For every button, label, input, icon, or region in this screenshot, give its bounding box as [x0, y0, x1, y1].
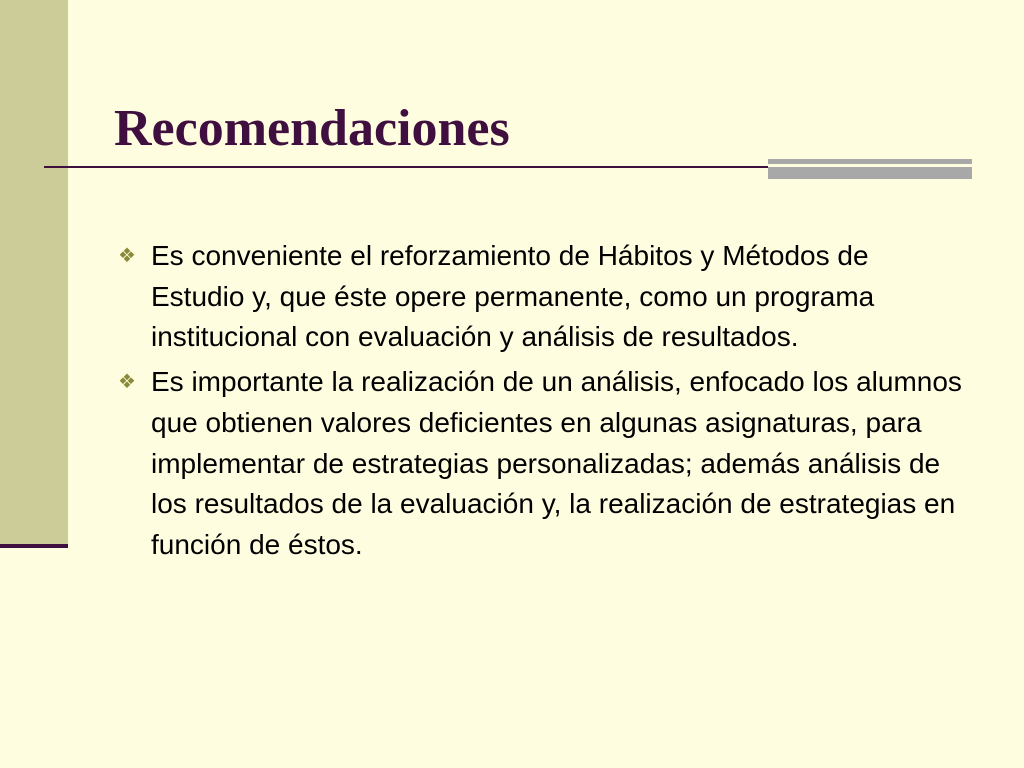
slide-title: Recomendaciones — [114, 100, 510, 157]
diamond-bullet-icon: ❖ — [118, 245, 136, 267]
title-decorative-bar — [768, 159, 972, 179]
diamond-bullet-icon: ❖ — [118, 371, 136, 394]
left-decorative-band — [0, 0, 68, 545]
bullet-list — [118, 236, 968, 570]
bullet-text: Es importante la realización de un análisis, enfocado los alumnos que obtienen valores deficientes en algunas asignaturas, para implementar de estrategias personalizadas; además análisis de los resultados de la evaluación y, la realización de estrategias en función de éstos. — [151, 366, 962, 560]
bullet-item — [118, 362, 968, 566]
left-accent-line — [0, 544, 68, 548]
bullet-text: Es conveniente el reforzamiento de Hábitos y Métodos de Estudio y, que éste opere permanente, como un programa institucional con evaluación y análisis de resultados. — [151, 240, 875, 353]
bullet-item — [118, 236, 968, 358]
